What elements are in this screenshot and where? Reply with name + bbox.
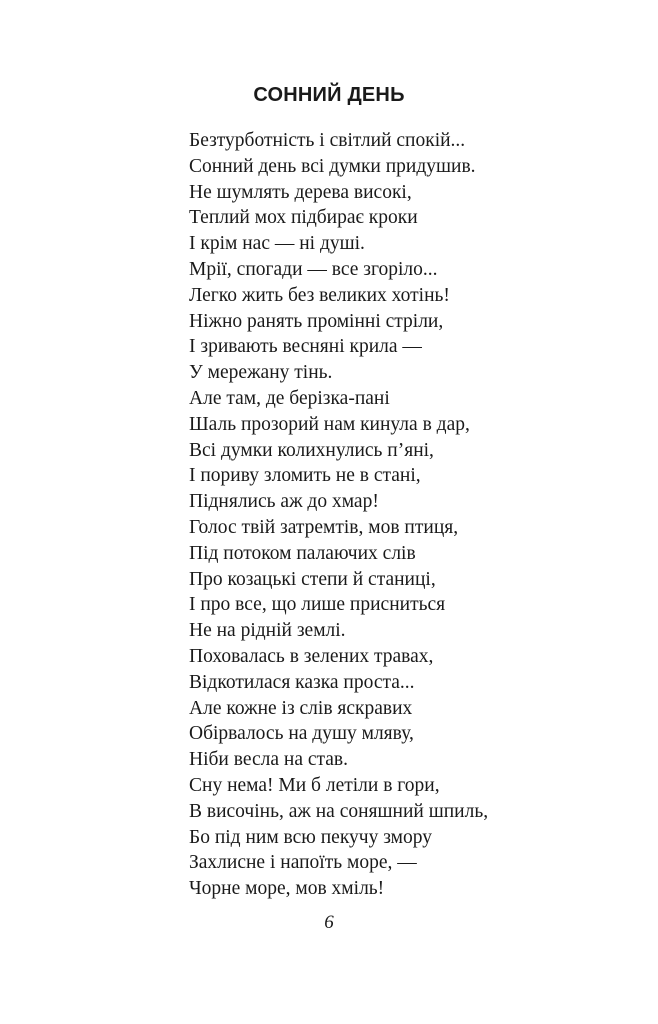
poem-line: Легко жить без великих хотінь! xyxy=(189,284,450,306)
poem-line: Але там, де берізка-пані xyxy=(189,387,390,409)
poem-line: Піднялись аж до хмар! xyxy=(189,491,379,513)
poem-line: Під потоком палаючих слів xyxy=(189,542,416,564)
poem-line: І про все, що лише присниться xyxy=(189,594,446,616)
poem-line: Ніби весла на став. xyxy=(189,749,348,771)
poem-body xyxy=(189,128,488,902)
poem-line: Теплий мох підбирає кроки xyxy=(189,207,418,229)
poem-line: Сонний день всі думки придушив. xyxy=(189,155,476,177)
poem-line: Ніжно ранять промінні стріли, xyxy=(189,310,444,332)
poem-line: Обірвалось на душу мляву, xyxy=(189,723,414,745)
page-number: 6 xyxy=(324,912,334,933)
poem-line: Шаль прозорий нам кинула в дар, xyxy=(189,413,470,435)
poem-line: Чорне море, мов хміль! xyxy=(189,878,385,900)
poem-line: Бо під ним всю пекучу змору xyxy=(189,826,432,848)
poem-line: В височінь, аж на соняшний шпиль, xyxy=(189,800,489,822)
poem-line: І пориву зломить не в стані, xyxy=(189,465,421,487)
poem-line: Безтурботність і світлий спокій... xyxy=(189,130,466,151)
poem-line: І крім нас — ні душі. xyxy=(189,233,365,255)
poem-line: Не шумлять дерева високі, xyxy=(189,181,412,203)
poem-line: Всі думки колихнулись п’яні, xyxy=(189,439,434,461)
poem-line: І зривають весняні крила — xyxy=(189,336,422,358)
poem-line: Поховалась в зелених травах, xyxy=(189,645,434,667)
poem-line: Мрії, спогади — все згоріло... xyxy=(189,258,438,280)
poem-line: Сну нема! Ми б летіли в гори, xyxy=(189,774,440,796)
poem-line: Але кожне із слів яскравих xyxy=(189,697,413,719)
poem-line: У мережану тінь. xyxy=(189,362,333,384)
poem-line: Захлисне і напоїть море, — xyxy=(189,852,417,874)
poem-line: Відкотилася казка проста... xyxy=(189,671,415,693)
poem-line: Про козацькі степи й станиці, xyxy=(189,568,436,590)
poem-line: Голос твій затремтів, мов птиця, xyxy=(189,516,459,538)
poem-title: СОННИЙ ДЕНЬ xyxy=(253,84,405,106)
poem-line: Не на рідній землі. xyxy=(189,620,346,642)
